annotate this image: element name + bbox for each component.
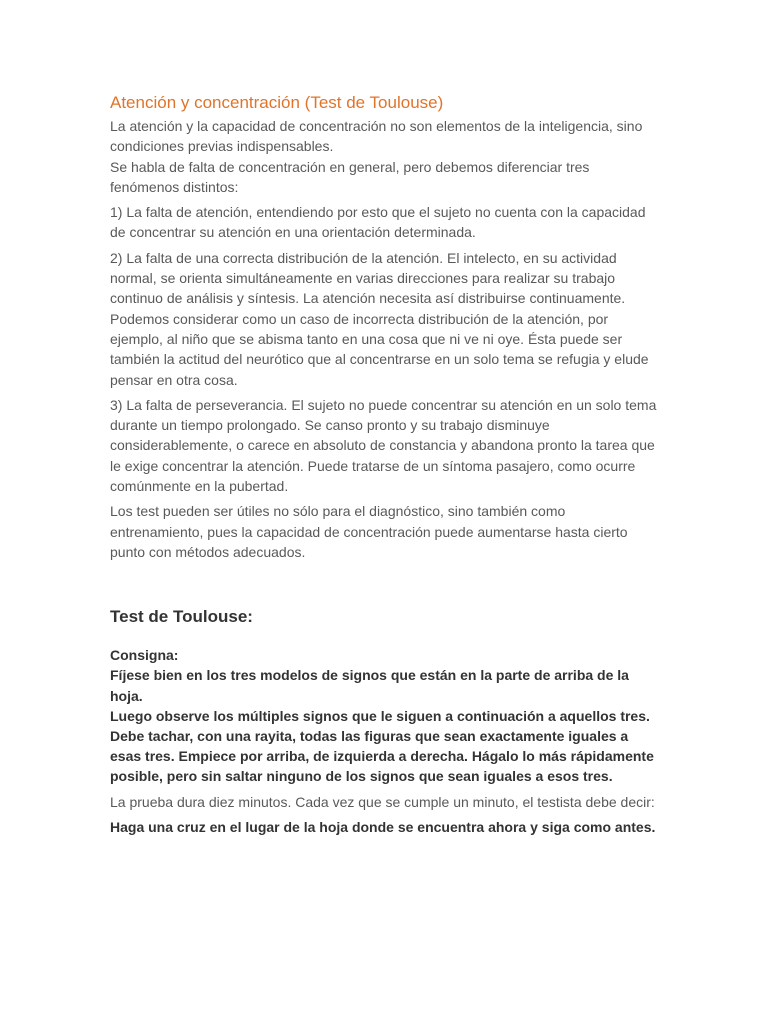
consigna-line-1: Fíjese bien en los tres modelos de signos que están en la parte de arriba de la hoja. [110,667,629,704]
consigna-block [110,645,662,786]
section-heading: Test de Toulouse: [110,607,253,627]
intro-paragraph-1: La atención y la capacidad de concentración no son elementos de la inteligencia, sino condiciones previas indispensables. [110,118,643,155]
consigna-label: Consigna: [110,647,179,664]
consigna-line-2: Luego observe los múltiples signos que le siguen a continuación a aquellos tres. Debe tachar, con una rayita, todas las figuras que sean exactamente iguales a esas tres. Empiece por arriba, de izquierda a derecha. Hágalo lo más rápidamente posible, pero sin saltar ninguno de los signos que sean iguales a esos tres. [110,707,654,785]
item-test-usefulness: Los test pueden ser útiles no sólo para el diagnóstico, sino también como entrenamiento, pues la capacidad de concentración puede aumentarse hasta cierto punto con métodos adecuados. [110,503,628,560]
cross-instruction: Haga una cruz en el lugar de la hoja donde se encuentra ahora y siga como antes. [110,818,656,835]
document-title: Atención y concentración (Test de Toulouse) [110,93,444,112]
item-lack-of-perseverance: 3) La falta de perseverancia. El sujeto no puede concentrar su atención en un solo tema durante un tiempo prolongado. Se canso pronto y su trabajo disminuye considerablemente, o carece en absoluto de constancia y abandona pronto la tarea que le exige concentrar la atención. Puede tratarse de un síntoma pasajero, como ocurre comúnmente en la pubertad. [110,396,657,495]
duration-note: La prueba dura diez minutos. Cada vez que se cumple un minuto, el testista debe decir: [110,793,655,810]
intro-paragraph-2: Se habla de falta de concentración en general, pero debemos diferenciar tres fenómenos distintos: [110,158,590,195]
item-attention-distribution: 2) La falta de una correcta distribución de la atención. El intelecto, en su actividad normal, se orienta simultáneamente en varias direcciones para realizar su trabajo continuo de análisis y síntesis. La atención necesita así distribuirse continuamente. Podemos considerar como un caso de incorrecta distribución de la atención, por ejemplo, al niño que se abisma tanto en una cosa que ni ve ni oye. Ésta puede ser también la actitud del neurótico que al concentrarse en un solo tema se refugia y elude pensar en otra cosa. [110,249,649,388]
item-lack-of-attention: 1) La falta de atención, entendiendo por esto que el sujeto no cuenta con la capacidad de concentrar su atención en una orientación determinada. [110,204,646,241]
document-page [110,92,662,837]
